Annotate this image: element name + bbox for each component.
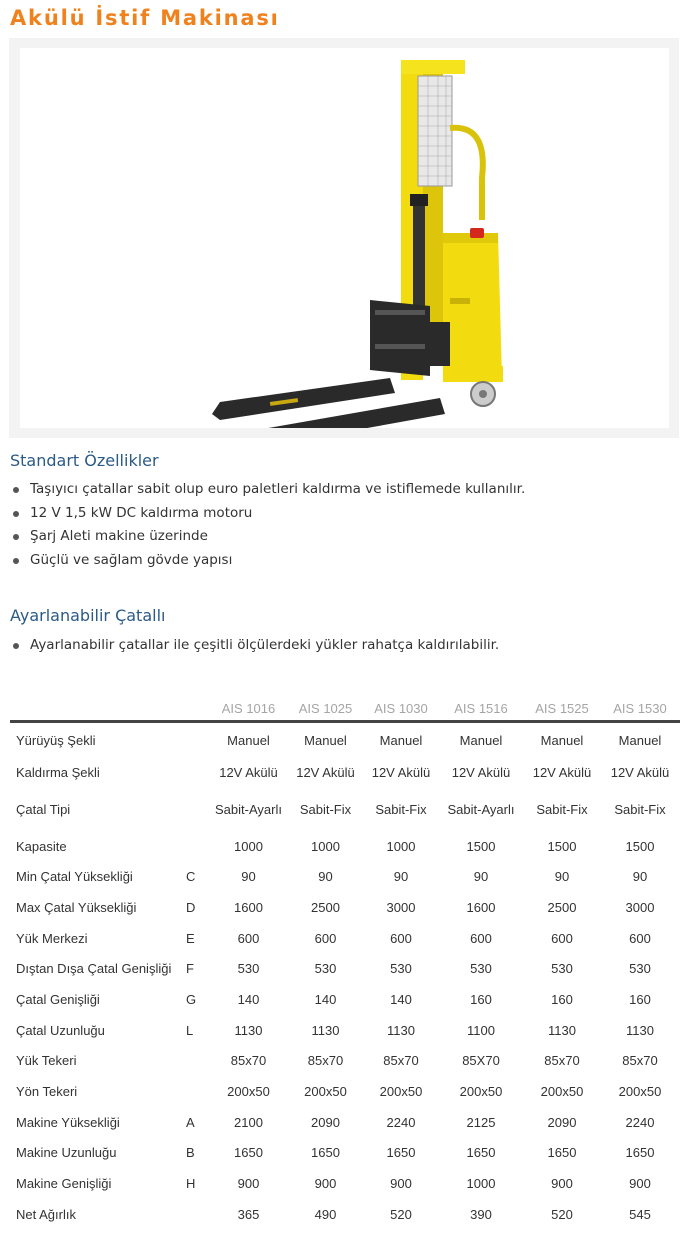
spec-label: Çatal Uzunluğu [16,1022,105,1038]
spec-value: 90 [554,869,570,885]
table-row [10,831,680,862]
spec-value: 85x70 [383,1053,419,1069]
spec-value: 1650 [386,1145,416,1161]
spec-value: 12V Akülü [451,764,511,780]
spec-value: 2090 [311,1114,340,1130]
spec-value: 85x70 [230,1053,267,1069]
spec-value: 490 [314,1206,337,1222]
spec-value: 1000 [311,838,340,854]
spec-value: 1130 [626,1022,654,1038]
spec-value: 900 [629,1176,651,1192]
spec-value: 200x50 [618,1084,662,1100]
spec-value: 600 [551,930,573,946]
dimension-code [182,1199,210,1230]
spec-value: 160 [470,991,492,1007]
stacker-machine-illustration [20,48,669,428]
spec-value: Sabit-Fix [375,801,427,817]
table-row [10,1199,680,1230]
spec-value: Sabit-Fix [614,801,666,817]
spec-value: 140 [314,991,337,1007]
spec-label: Yön Tekeri [16,1084,78,1100]
list-item: Taşıyıcı çatallar sabit olup euro paletleri kaldırma ve istiflemede kullanılır. [10,478,525,502]
dimension-code: G [186,991,197,1007]
model-header: AIS 1525 [524,696,600,722]
spec-label: Yük Merkezi [16,930,88,946]
spec-value: 1130 [311,1022,340,1038]
spec-value: 90 [632,869,648,885]
spec-value: 160 [551,991,573,1007]
table-row [10,984,680,1015]
spec-value: 200x50 [459,1084,503,1100]
spec-value: 1650 [625,1145,655,1161]
table-row [10,1107,680,1138]
spec-value: 600 [390,930,412,946]
spec-value: Manuel [459,732,503,748]
table-row [10,923,680,954]
dimension-code: B [186,1145,195,1161]
dimension-code: H [186,1176,196,1192]
spec-value: 365 [237,1206,260,1222]
spec-label: Makine Uzunluğu [16,1145,117,1161]
dimension-code: C [186,869,196,885]
spec-value: 530 [314,961,337,977]
spec-label: Net Ağırlık [16,1206,76,1222]
list-item: 12 V 1,5 kW DC kaldırma motoru [10,502,525,526]
spec-label: Yürüyüş Şekli [16,732,96,748]
dimension-code: D [186,899,196,915]
table-row [10,1015,680,1046]
spec-value: 1000 [466,1176,496,1192]
spec-value: 90 [318,869,333,885]
spec-value: 2090 [547,1114,577,1130]
spec-value: 530 [551,961,573,977]
dimension-code [182,722,210,758]
spec-value: 200x50 [227,1084,270,1100]
table-row [10,1138,680,1169]
table-row [10,1168,680,1199]
spec-value: Manuel [227,732,270,748]
spec-value: 1650 [547,1145,577,1161]
spec-value: 1130 [548,1022,576,1038]
spec-value: 1500 [547,838,577,854]
spec-value: 2125 [466,1114,496,1130]
spec-value: Manuel [304,732,347,748]
spec-label: Kaldırma Şekli [16,764,100,780]
product-image-frame [9,38,679,438]
dimension-code: L [186,1022,194,1038]
spec-value: 85X70 [462,1053,500,1069]
spec-value: 1650 [466,1145,496,1161]
spec-value: 900 [314,1176,337,1192]
product-image [20,48,669,428]
spec-label: Min Çatal Yüksekliği [16,869,133,885]
spec-value: 2500 [547,899,577,915]
spec-label: Kapasite [16,838,67,854]
spec-label: Dıştan Dışa Çatal Genişliği [16,961,172,977]
table-row [10,788,680,831]
dimension-code [182,1046,210,1077]
spec-table-header [10,696,680,722]
spec-value: 2100 [234,1114,263,1130]
spec-value: Sabit-Fix [299,801,352,817]
spec-value: 1650 [311,1145,340,1161]
spec-value: 12V Akülü [296,764,355,780]
spec-value: 1000 [386,838,416,854]
spec-value: 2240 [386,1114,416,1130]
spec-value: 600 [314,930,337,946]
spec-value: 12V Akülü [219,764,278,780]
table-row [10,953,680,984]
list-item: Ayarlanabilir çatallar ile çeşitli ölçülerdeki yükler rahatça kaldırılabilir. [10,634,499,658]
spec-value: 200x50 [540,1084,584,1100]
spec-value: 85x70 [544,1053,580,1069]
spec-value: Manuel [540,732,584,748]
table-row [10,861,680,892]
spec-value: 140 [237,991,260,1007]
model-header: AIS 1030 [364,696,438,722]
spec-value: 1600 [466,899,496,915]
spec-value: 200x50 [379,1084,423,1100]
model-header: AIS 1016 [210,696,287,722]
spec-value: 85x70 [307,1053,344,1069]
spec-value: 520 [390,1206,412,1222]
spec-value: 3000 [625,899,655,915]
spec-value: 12V Akülü [610,764,670,780]
spec-label: Makine Yüksekliği [16,1114,120,1130]
spec-value: 3000 [386,899,416,915]
spec-value: Sabit-Ayarlı [215,801,282,817]
spec-value: 900 [237,1176,260,1192]
dimension-code [182,831,210,862]
dimension-code [182,788,210,831]
table-row [10,1076,680,1107]
spec-table-body [10,722,680,1230]
adjustable-forks-list [10,634,499,658]
spec-value: 2500 [311,899,340,915]
spec-value: Sabit-Ayarlı [447,801,515,817]
spec-value: 530 [629,961,651,977]
model-header: AIS 1025 [287,696,364,722]
spec-value: 530 [237,961,260,977]
spec-value: 90 [473,869,489,885]
adjustable-forks-heading: Ayarlanabilir Çatallı [10,606,166,625]
spec-value: 12V Akülü [371,764,431,780]
spec-value: Manuel [379,732,423,748]
dimension-code [182,757,210,788]
spec-value: 900 [390,1176,412,1192]
spec-label: Yük Tekeri [16,1053,77,1069]
spec-value: 1130 [387,1022,415,1038]
model-header: AIS 1516 [438,696,524,722]
dimension-code: A [186,1114,195,1130]
list-item: Güçlü ve sağlam gövde yapısı [10,549,525,573]
table-row [10,892,680,923]
spec-value: Manuel [618,732,662,748]
spec-value: 600 [470,930,492,946]
spec-value: 530 [470,961,492,977]
dimension-code [182,1076,210,1107]
spec-label: Çatal Tipi [16,801,71,817]
spec-value: 140 [390,991,412,1007]
spec-value: 1130 [234,1022,263,1038]
spec-value: 160 [629,991,651,1007]
model-header: AIS 1530 [600,696,680,722]
spec-value: 200x50 [304,1084,347,1100]
dimension-code: F [186,961,194,977]
spec-value: 600 [237,930,260,946]
spec-value: 390 [470,1206,492,1222]
spec-value: 1650 [234,1145,263,1161]
spec-value: 1500 [466,838,496,854]
spec-value: 85x70 [622,1053,658,1069]
standard-features-list [10,478,525,572]
table-row [10,1046,680,1077]
spec-value: 545 [629,1206,651,1222]
header-blank [10,696,182,722]
spec-value: 2240 [625,1114,655,1130]
spec-label: Max Çatal Yüksekliği [16,899,137,915]
table-row [10,757,680,788]
spec-value: 12V Akülü [532,764,592,780]
spec-value: 90 [241,869,256,885]
spec-value: 1600 [234,899,263,915]
spec-value: 1000 [234,838,263,854]
header-blank [182,696,210,722]
spec-value: 900 [551,1176,573,1192]
spec-table [10,696,680,1230]
spec-value: 520 [551,1206,573,1222]
spec-value: 90 [393,869,409,885]
spec-value: 1500 [625,838,655,854]
dimension-code: E [186,930,195,946]
page-title: Akülü İstif Makinası [10,6,280,30]
table-row [10,722,680,758]
standard-features-heading: Standart Özellikler [10,451,159,470]
spec-value: 1100 [467,1022,495,1038]
spec-value: 600 [629,930,651,946]
spec-value: 530 [390,961,412,977]
spec-label: Çatal Genişliği [16,991,100,1007]
list-item: Şarj Aleti makine üzerinde [10,525,525,549]
spec-value: Sabit-Fix [536,801,588,817]
spec-label: Makine Genişliği [16,1176,112,1192]
